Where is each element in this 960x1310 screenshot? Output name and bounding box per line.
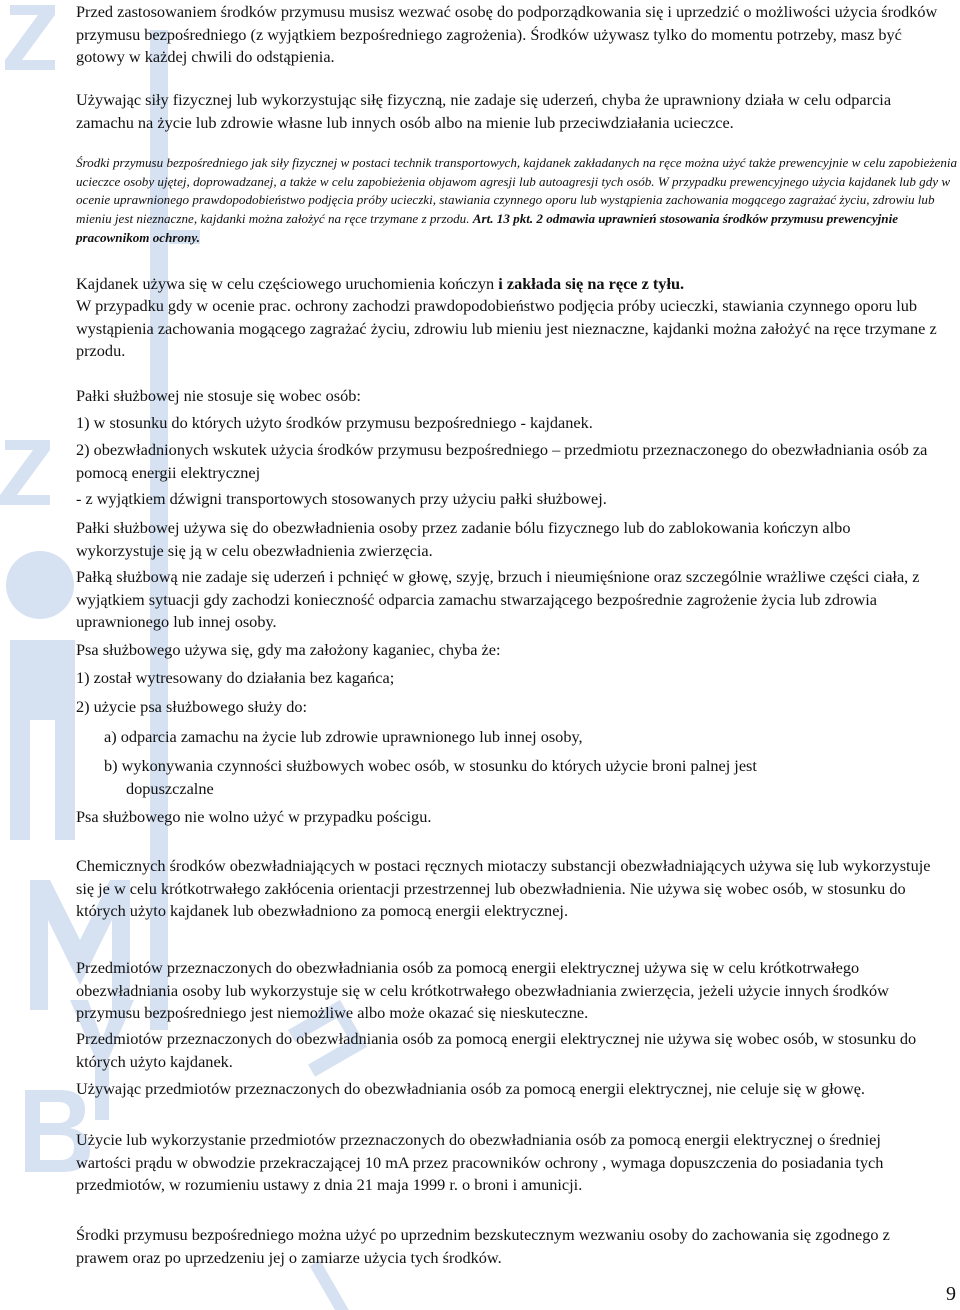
preventive-use-text: Środki przymusu bezpośredniego jak siły fizycznej w postaci technik transportowych, kajdanek zakładanych na ręce można użyć także prewencyjnie w celu zapobieżenia ucieczce osoby ujętej, doprowadzanej, a także w celu zapobieżenia objawom agresji lub autoagresji tych osób. W przypadku prewencyjnego użycia kajdanek lub gdy w ocenie uprawnionego prawdopodobieństwo podjęcia próby ucieczki, stawiania czynnego oporu lub wystąpienia zachowania mogącego zagrażać życiu, zdrowiu lub mieniu jest nieznaczne, kajdanki można założyć na ręce trzymane z przodu. bbox=[76, 155, 958, 227]
handcuffs-text: Kajdanek używa się w celu częściowego uruchomienia kończyn bbox=[76, 274, 499, 293]
paragraph-dog-muzzle: Psa służbowego używa się, gdy ma założony kaganiec, chyba że: bbox=[76, 640, 501, 659]
paragraph-baton-use: Pałki służbowej używa się do obezwładnienia osoby przez zadanie bólu fizycznego lub do zablokowania kończyn albo wykorzystuje się ją w celu obezwładnienia zwierzęcia. bbox=[76, 518, 851, 560]
dog-2b-text: b) wykonywania czynności służbowych wobec osób, w stosunku do których użycie broni palnej jest bbox=[104, 756, 757, 775]
list-item-dog-2a: a) odparcia zamachu na życie lub zdrowie uprawnionego lub innej osoby, bbox=[104, 727, 583, 746]
paragraph-baton-not-used: Pałki służbowej nie stosuje się wobec osób: bbox=[76, 386, 361, 405]
paragraph-electric-devices: Przedmiotów przeznaczonych do obezwładniania osób za pomocą energii elektrycznej używa się w celu krótkotrwałego obezwładniania osoby lub wykorzystuje się w celu krótkotrwałego obezwładniania zwierzęcia, jeżeli użycie innych środków przymusu bezpośredniego jest niemożliwe albo może okazać się nieskuteczne. bbox=[76, 958, 889, 1022]
paragraph-dog-pursuit: Psa służbowego nie wolno użyć w przypadku pościgu. bbox=[76, 807, 432, 826]
paragraph-electric-handcuffed: Przedmiotów przeznaczonych do obezwładniania osób za pomocą energii elektrycznej nie używa się wobec osób, w stosunku do których użyto kajdanek. bbox=[76, 1029, 917, 1071]
watermark-figure-body bbox=[10, 640, 75, 840]
list-item-dog-2b bbox=[104, 755, 940, 800]
handcuffs-behind-back: i zakłada się na ręce z tyłu. bbox=[498, 274, 685, 293]
art-13-note: Art. 13 pkt. 2 odmawia uprawnień stosowania środków przymusu prewencyjnie pracownikom ochrony. bbox=[76, 211, 899, 245]
dog-2b-continuation: dopuszczalne bbox=[126, 778, 214, 798]
paragraph-handcuffs-front: W przypadku gdy w ocenie prac. ochrony zachodzi prawdopodobieństwo podjęcia próby ucieczki, stawiania czynnego oporu lub wystąpienia zachowania mogącego zagrażać życiu, zdrowiu lub mieniu jest nieznaczne, kajdanki można założyć na ręce trzymane z przodu. bbox=[76, 296, 937, 360]
list-item-baton-2: 2) obezwładnionych wskutek użycia środków przymusu bezpośredniego – przedmiotu przeznaczonego do obezwładniania osób za pomocą energii elektrycznej bbox=[76, 440, 928, 482]
watermark-letter-z-2 bbox=[0, 440, 50, 505]
paragraph-preventive-use bbox=[76, 154, 960, 248]
paragraph-electric-head: Używając przedmiotów przeznaczonych do obezwładniania osób za pomocą energii elektrycznej, nie celuje się w głowę. bbox=[76, 1079, 866, 1098]
paragraph-physical-force: Używając siły fizycznej lub wykorzystując siłę fizyczną, nie zadaje się uderzeń, chyba że uprawniony działa w celu odparcia zamachu na życie lub zdrowie własne lub innych osób albo na mienie lub przeciwdziałania ucieczce. bbox=[76, 90, 892, 132]
list-item-dog-2: 2) użycie psa służbowego służy do: bbox=[76, 697, 308, 716]
paragraph-baton-exception: - z wyjątkiem dźwigni transportowych stosowanych przy użyciu pałki służbowej. bbox=[76, 489, 607, 508]
page-number: 9 bbox=[946, 1283, 956, 1305]
watermark-letter-z-1 bbox=[5, 5, 55, 70]
paragraph-electric-10ma: Użycie lub wykorzystanie przedmiotów przeznaczonych do obezwładniania osób za pomocą energii elektrycznej o średniej wartości prądu w obwodzie przekraczającej 10 mA przez pracowników ochrony , wymaga dopuszczenia do posiadania tych przedmiotów, w rozumieniu ustawy z dnia 21 maja 1999 r. o broni i amunicji. bbox=[76, 1130, 884, 1194]
list-item-baton-1: 1) w stosunku do których użyto środków przymusu bezpośredniego - kajdanek. bbox=[76, 413, 593, 432]
list-item-dog-1: 1) został wytresowany do działania bez kagańca; bbox=[76, 668, 395, 687]
paragraph-handcuffs bbox=[76, 273, 940, 296]
paragraph-chemical-agents: Chemicznych środków obezwładniających w postaci ręcznych miotaczy substancji obezwładniających używa się lub wykorzystuje się je w celu krótkotrwałego zakłócenia orientacji przestrzennej lub obezwładnienia. Nie używa się wobec osób, w stosunku do których użyto kajdanek lub obezwładniono za pomocą energii elektrycznej. bbox=[76, 856, 931, 920]
paragraph-prior-warning: Środki przymusu bezpośredniego można użyć po uprzednim bezskutecznym wezwaniu osoby do zachowania się zgodnego z prawem oraz po uprzedzeniu jej o zamiarze użycia tych środków. bbox=[76, 1225, 890, 1267]
paragraph-warning-before-use: Przed zastosowaniem środków przymusu musisz wezwać osobę do podporządkowania się i uprzedzić o możliwości użycia środków przymusu bezpośredniego (z wyjątkiem bezpośredniego zagrożenia). Środków używasz tylko do momentu potrzeby, masz być gotowy w każdej chwili do odstąpienia. bbox=[76, 2, 938, 66]
watermark-figure-head bbox=[6, 551, 74, 619]
paragraph-baton-strikes: Pałką służbową nie zadaje się uderzeń i pchnięć w głowę, szyję, brzuch i nieumięśnione oraz szczególnie wrażliwe części ciała, z wyjątkiem sytuacji gdy zachodzi konieczność odparcia zamachu stwarzającego bezpośrednie zagrożenie życia lub zdrowia uprawnionego lub innej osoby. bbox=[76, 567, 920, 631]
